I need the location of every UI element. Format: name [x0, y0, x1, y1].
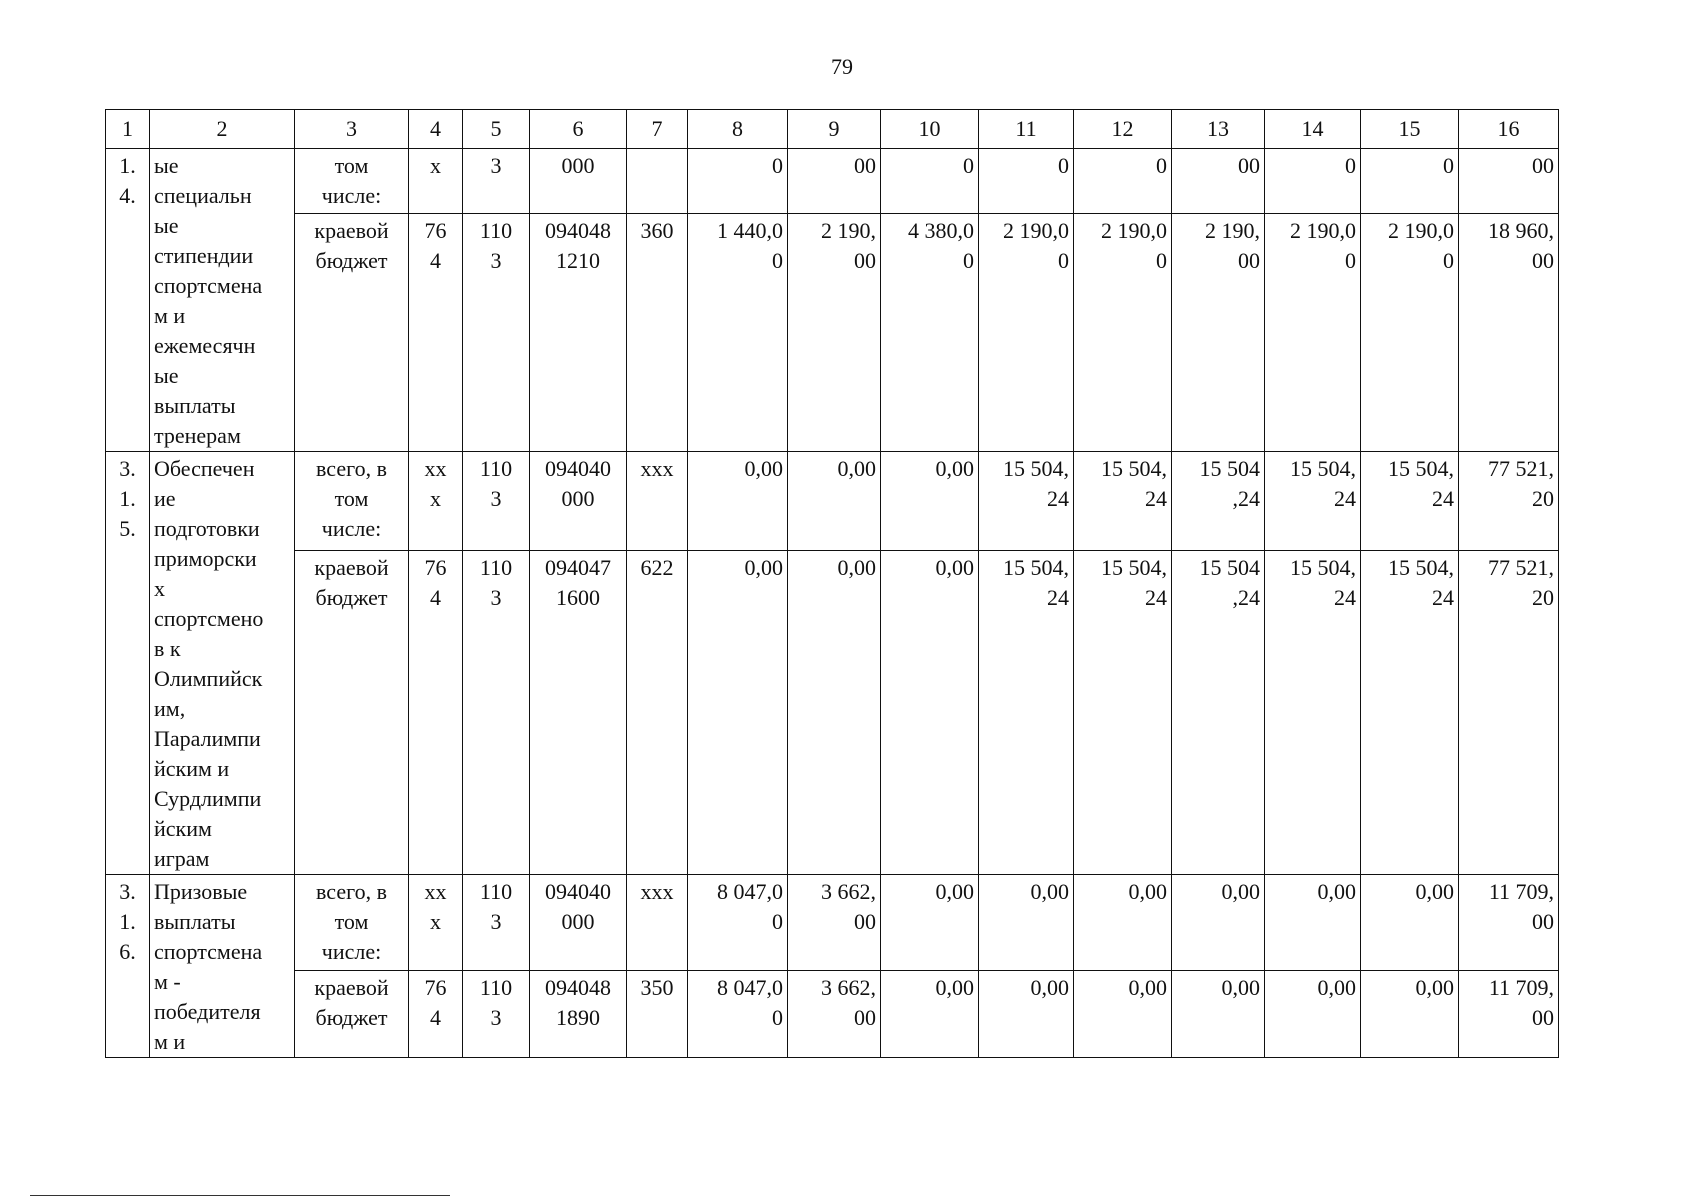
value-cell: 77 521, 20: [1459, 550, 1559, 874]
value-cell: 11 709, 00: [1459, 875, 1559, 971]
value-cell: 4 380,0 0: [881, 214, 979, 452]
page-number: 79: [831, 54, 853, 79]
source-cell: том числе:: [295, 149, 409, 214]
value-cell: 0: [1361, 149, 1459, 214]
item-name-cell: ые специальн ые стипендии спортсмена м и ежемесячн ые выплаты тренерам: [150, 149, 295, 452]
item-name-cell: Обеспечен ие подготовки приморски х спортсмено в к Олимпийск им, Паралимпи йским и Сурдлимпи йским играм: [150, 452, 295, 875]
value-cell: 0: [688, 149, 788, 214]
table-row: [106, 971, 1559, 1058]
row-number-cell: 3. 1. 5.: [106, 452, 150, 875]
value-cell: 350: [627, 971, 688, 1058]
header-cell: 5: [463, 110, 530, 149]
header-cell: 12: [1074, 110, 1172, 149]
value-cell: 2 190,0 0: [1265, 214, 1361, 452]
source-cell: всего, в том числе:: [295, 452, 409, 551]
source-cell: краевой бюджет: [295, 550, 409, 874]
value-cell: 094048 1210: [530, 214, 627, 452]
header-row: [106, 110, 1559, 149]
value-cell: 15 504 ,24: [1172, 550, 1265, 874]
value-cell: 110 3: [463, 875, 530, 971]
table-row: [106, 875, 1559, 971]
item-name-cell: Призовые выплаты спортсмена м - победителя м и: [150, 875, 295, 1058]
header-cell: 7: [627, 110, 688, 149]
value-cell: 15 504, 24: [979, 550, 1074, 874]
row-number-cell: 3. 1. 6.: [106, 875, 150, 1058]
value-cell: 0,00: [1074, 971, 1172, 1058]
table-row: [106, 452, 1559, 551]
value-cell: 00: [1459, 149, 1559, 214]
value-cell: 110 3: [463, 550, 530, 874]
value-cell: ххх: [627, 452, 688, 551]
table-row: [106, 214, 1559, 452]
table-row: [106, 550, 1559, 874]
value-cell: 0,00: [1361, 875, 1459, 971]
header-cell: 14: [1265, 110, 1361, 149]
source-cell: краевой бюджет: [295, 214, 409, 452]
header-cell: 3: [295, 110, 409, 149]
value-cell: 360: [627, 214, 688, 452]
value-cell: 0,00: [881, 452, 979, 551]
value-cell: 0: [1074, 149, 1172, 214]
footnote-rule: [30, 1195, 450, 1196]
header-cell: 1: [106, 110, 150, 149]
value-cell: 15 504, 24: [1265, 452, 1361, 551]
value-cell: 622: [627, 550, 688, 874]
value-cell: ххх: [627, 875, 688, 971]
value-cell: 15 504, 24: [1361, 452, 1459, 551]
value-cell: 0,00: [979, 875, 1074, 971]
value-cell: 15 504, 24: [979, 452, 1074, 551]
header-cell: 15: [1361, 110, 1459, 149]
value-cell: 0,00: [788, 452, 881, 551]
source-cell: всего, в том числе:: [295, 875, 409, 971]
value-cell: 110 3: [463, 971, 530, 1058]
source-cell: краевой бюджет: [295, 971, 409, 1058]
header-cell: 13: [1172, 110, 1265, 149]
value-cell: 2 190,0 0: [979, 214, 1074, 452]
value-cell: 0,00: [881, 875, 979, 971]
value-cell: 76 4: [409, 214, 463, 452]
value-cell: хх х: [409, 875, 463, 971]
value-cell: 3: [463, 149, 530, 214]
value-cell: 0,00: [979, 971, 1074, 1058]
value-cell: 2 190, 00: [1172, 214, 1265, 452]
row-number-cell: 1. 4.: [106, 149, 150, 452]
value-cell: 15 504, 24: [1074, 550, 1172, 874]
value-cell: 00: [1172, 149, 1265, 214]
value-cell: 094040 000: [530, 452, 627, 551]
value-cell: [627, 149, 688, 214]
header-cell: 16: [1459, 110, 1559, 149]
value-cell: 0,00: [1172, 971, 1265, 1058]
value-cell: 2 190, 00: [788, 214, 881, 452]
value-cell: 094040 000: [530, 875, 627, 971]
table-row: [106, 149, 1559, 214]
header-cell: 9: [788, 110, 881, 149]
value-cell: 18 960, 00: [1459, 214, 1559, 452]
value-cell: 0,00: [688, 452, 788, 551]
value-cell: хх х: [409, 452, 463, 551]
value-cell: 0,00: [1265, 875, 1361, 971]
value-cell: 0,00: [1265, 971, 1361, 1058]
value-cell: 15 504 ,24: [1172, 452, 1265, 551]
value-cell: 0,00: [881, 550, 979, 874]
value-cell: 11 709, 00: [1459, 971, 1559, 1058]
budget-table: [105, 109, 1559, 1058]
header-cell: 6: [530, 110, 627, 149]
header-cell: 10: [881, 110, 979, 149]
value-cell: 8 047,0 0: [688, 971, 788, 1058]
value-cell: 15 504, 24: [1074, 452, 1172, 551]
value-cell: 0,00: [1074, 875, 1172, 971]
value-cell: 110 3: [463, 452, 530, 551]
header-cell: 4: [409, 110, 463, 149]
value-cell: 0,00: [1361, 971, 1459, 1058]
header-cell: 8: [688, 110, 788, 149]
value-cell: 3 662, 00: [788, 971, 881, 1058]
value-cell: 15 504, 24: [1265, 550, 1361, 874]
value-cell: 00: [788, 149, 881, 214]
value-cell: 15 504, 24: [1361, 550, 1459, 874]
value-cell: 0: [979, 149, 1074, 214]
value-cell: 0,00: [881, 971, 979, 1058]
value-cell: 76 4: [409, 971, 463, 1058]
header-cell: 11: [979, 110, 1074, 149]
header-cell: 2: [150, 110, 295, 149]
value-cell: 0,00: [1172, 875, 1265, 971]
value-cell: 000: [530, 149, 627, 214]
value-cell: 1 440,0 0: [688, 214, 788, 452]
value-cell: х: [409, 149, 463, 214]
value-cell: 0,00: [788, 550, 881, 874]
value-cell: 0: [1265, 149, 1361, 214]
value-cell: 094047 1600: [530, 550, 627, 874]
value-cell: 8 047,0 0: [688, 875, 788, 971]
value-cell: 2 190,0 0: [1074, 214, 1172, 452]
value-cell: 110 3: [463, 214, 530, 452]
value-cell: 2 190,0 0: [1361, 214, 1459, 452]
value-cell: 3 662, 00: [788, 875, 881, 971]
value-cell: 0,00: [688, 550, 788, 874]
value-cell: 77 521, 20: [1459, 452, 1559, 551]
value-cell: 0: [881, 149, 979, 214]
value-cell: 76 4: [409, 550, 463, 874]
value-cell: 094048 1890: [530, 971, 627, 1058]
